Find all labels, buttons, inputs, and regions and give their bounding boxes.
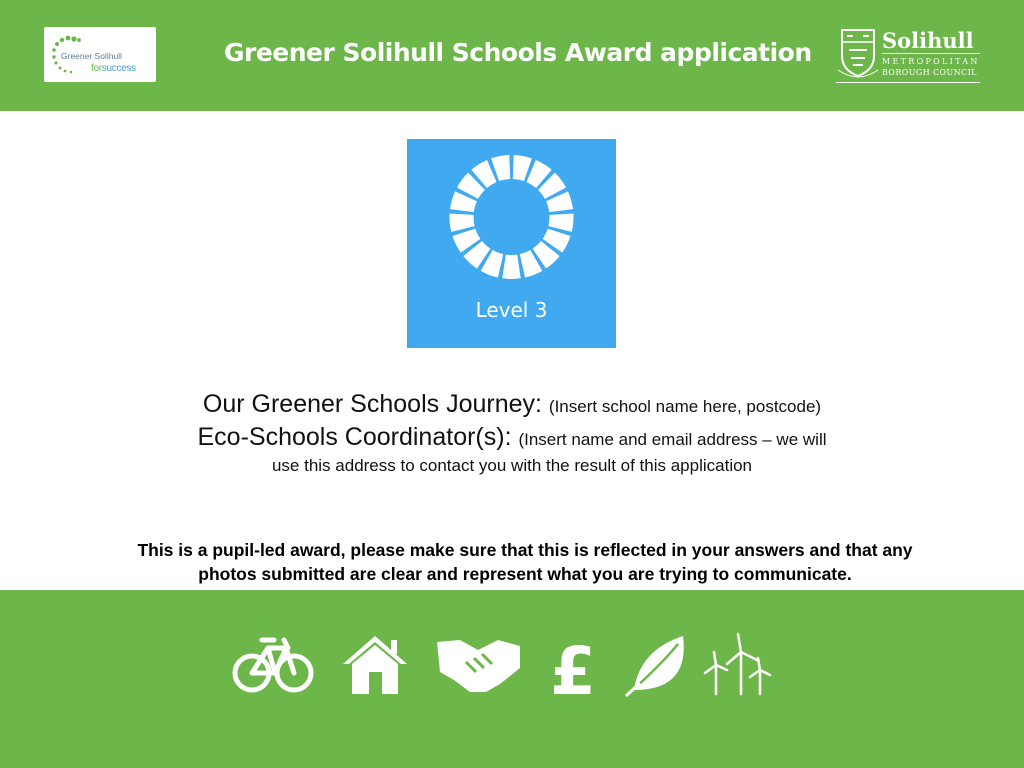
journey-label: Our Greener Schools Journey:: [202, 390, 542, 418]
handshake-icon: [437, 640, 520, 692]
coordinator-placeholder[interactable]: (Insert name and email address – we will: [518, 430, 827, 449]
notice-line-1: This is a pupil-led award, please make sure that this is reflected in your answers and that any: [137, 540, 913, 560]
house-icon: [343, 636, 407, 694]
coordinator-label: Eco-Schools Coordinator(s):: [197, 423, 512, 451]
pound-icon: £: [550, 633, 596, 710]
journey-placeholder[interactable]: (Insert school name here, postcode): [548, 397, 822, 416]
council-sub-2: BOROUGH COUNCIL: [882, 68, 977, 77]
council-sub-1: METROPOLITAN: [882, 57, 980, 66]
level-label: Level 3: [475, 298, 548, 322]
leaf-icon: [626, 636, 684, 696]
logo-line-1: Greener Solihull: [61, 51, 122, 61]
page-title: Greener Solihull Schools Award application: [224, 38, 812, 67]
council-name: Solihull: [882, 28, 974, 53]
coordinator-placeholder-continued[interactable]: use this address to contact you with the result of this application: [271, 456, 753, 475]
notice-line-2: photos submitted are clear and represent what you are trying to communicate.: [198, 564, 852, 584]
logo-line-2: forsuccess: [91, 63, 136, 74]
wind-turbine-icon: [705, 634, 770, 694]
bicycle-icon: [235, 640, 311, 690]
